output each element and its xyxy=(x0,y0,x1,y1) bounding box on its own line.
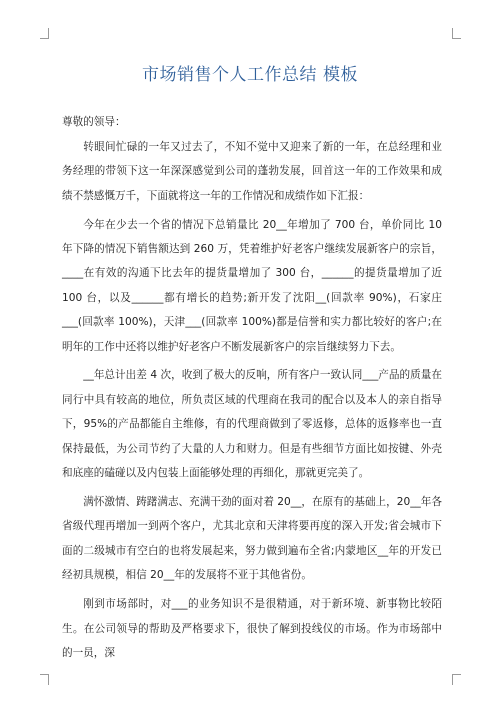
greeting: 尊敬的领导： xyxy=(62,116,126,128)
crop-mark-bottom-left xyxy=(40,674,49,685)
paragraph-travel: __年总计出差 4 次，收到了极大的反响，所有客户一致认同___产品的质量在同行中具有较高的地位，所负责区域的代理商在我司的配合以及本人的亲自指导下，95%的产品都能自主维修，有的代理商做到了零返修，总体的返修率也一直保持最低，为公司节约了大量的人力和财力。但是有些细节方面比如按键、外壳和底座的磕碰以及内包装上面能够处理的再细化，那就更完美了。 xyxy=(62,369,442,480)
crop-mark-bottom-right xyxy=(452,674,461,685)
document-title: 市场销售个人工作总结 模板 xyxy=(142,65,358,85)
crop-mark-top-right xyxy=(452,28,461,39)
paragraph-plan: 满怀激情、踌躇满志、充满干劲的面对着 20__，在原有的基础上，20__年各省级代理再增加一到两个客户，尤其北京和天津将要再度的深入开发;省会城市下面的二级城市有空白的也将发展起来，努力做到遍布全省;内蒙地区__年的开发已经初具规模，相信 20__年的发展将不亚于其他省份。 xyxy=(62,495,442,582)
paragraph-intro: 转眼间忙碌的一年又过去了，不知不觉中又迎来了新的一年，在总经理和业务经理的带领下这一年深深感觉到公司的蓬勃发展，回首这一年的工作效果和成绩不禁感慨万千，下面就将这一年的工作情况和成绩作如下汇报： xyxy=(62,140,442,202)
paragraph-sales: 今年在少去一个省的情况下总销量比 20__年增加了 700 台，单价同比 10 年下降的情况下销售额达到 260 万，凭着维护好老客户继续发展新客户的宗旨，____在有效的沟通下比去年的提货量增加了 300 台，______的提货量增加了近 100 台，以及______都有增长的趋势;新开发了沈阳__(回款率 90%)，石家庄___(回款率 100%)，天津___(回款率 100%)都是信誉和实力都比较好的客户;在明年的工作中还将以维护好老客户不断发展新客户的宗旨继续努力下去。 xyxy=(62,218,442,353)
document-body xyxy=(62,110,442,665)
crop-mark-top-left xyxy=(40,28,49,39)
paragraph-market-dept: 刚到市场部时，对___的业务知识不是很精通，对于新环境、新事物比较陌生。在公司领导的帮助及严格要求下，很快了解到投线仪的市场。作为市场部中的一员，深 xyxy=(62,598,442,659)
